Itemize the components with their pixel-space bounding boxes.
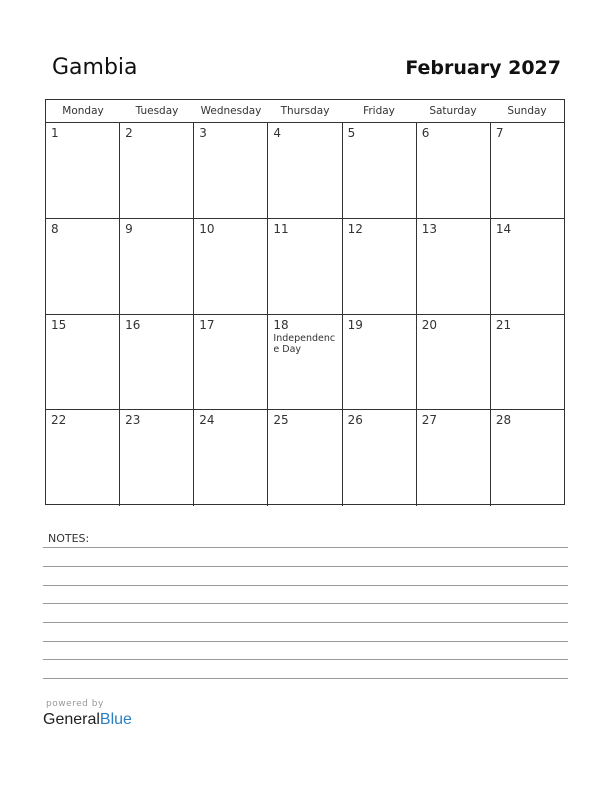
day-number: 1 xyxy=(51,126,59,140)
day-cell xyxy=(491,410,564,506)
day-cell xyxy=(491,123,564,218)
day-number: 6 xyxy=(421,126,430,140)
day-number: 3 xyxy=(199,126,207,140)
month-title: February 2027 xyxy=(405,57,561,79)
day-number: 4 xyxy=(273,126,282,140)
generalblue-logo[interactable] xyxy=(43,711,132,729)
day-number: 11 xyxy=(273,221,289,236)
day-cell xyxy=(417,219,491,314)
day-cell xyxy=(343,123,417,218)
powered-by-text: powered by xyxy=(46,699,104,709)
day-cell xyxy=(46,219,120,314)
day-number: 21 xyxy=(495,317,512,332)
day-cell xyxy=(194,123,268,218)
country-title: Gambia xyxy=(52,55,138,80)
weekday-sunday: Sunday xyxy=(507,105,547,117)
day-number: 24 xyxy=(199,413,215,428)
day-cell xyxy=(343,315,417,410)
brand-blue-text: Blue xyxy=(99,711,132,728)
day-number: 12 xyxy=(347,221,363,236)
day-number: 10 xyxy=(199,221,215,236)
day-cell xyxy=(120,219,194,314)
day-cell xyxy=(343,219,417,314)
day-number: 7 xyxy=(495,126,504,140)
week-row-2 xyxy=(46,219,564,315)
weekday-wednesday: Wednesday xyxy=(200,105,262,117)
note-line xyxy=(43,603,568,604)
day-number: 14 xyxy=(495,221,512,236)
day-cell xyxy=(417,315,491,410)
weekday-saturday: Saturday xyxy=(429,105,477,117)
note-line xyxy=(43,585,568,586)
weekday-friday: Friday xyxy=(363,105,395,117)
day-number: 16 xyxy=(125,317,141,332)
week-row-3 xyxy=(46,315,564,411)
note-line xyxy=(43,547,568,548)
day-cell xyxy=(194,410,268,506)
week-row-4 xyxy=(46,410,564,506)
week-row-1 xyxy=(46,123,564,219)
day-cell xyxy=(268,123,342,218)
day-cell xyxy=(120,410,194,506)
brand-general-text: General xyxy=(43,711,100,728)
note-line xyxy=(43,566,568,567)
note-line xyxy=(43,659,568,660)
day-number: 20 xyxy=(421,317,437,332)
holiday-label: Independence Day xyxy=(273,332,336,355)
note-line xyxy=(43,641,568,642)
day-number: 13 xyxy=(421,221,437,236)
day-number: 18 xyxy=(273,317,289,332)
day-cell xyxy=(417,123,491,218)
day-number: 27 xyxy=(421,413,437,428)
day-cell xyxy=(268,219,342,314)
day-number: 8 xyxy=(51,221,59,236)
note-line xyxy=(43,678,568,679)
day-number: 28 xyxy=(495,413,512,428)
day-cell xyxy=(120,123,194,218)
day-cell xyxy=(46,410,120,506)
day-number: 15 xyxy=(51,317,67,332)
day-cell xyxy=(268,410,342,506)
day-number: 26 xyxy=(347,413,363,428)
day-cell xyxy=(417,410,491,506)
day-number: 19 xyxy=(347,317,363,332)
notes-label: NOTES: xyxy=(48,532,90,545)
calendar-grid xyxy=(45,99,565,505)
note-line xyxy=(43,622,568,623)
day-number: 25 xyxy=(273,413,289,428)
day-number: 2 xyxy=(125,126,133,140)
day-number: 22 xyxy=(51,413,67,428)
day-cell xyxy=(491,315,564,410)
weekday-header-row xyxy=(46,100,564,123)
day-cell xyxy=(343,410,417,506)
day-number: 9 xyxy=(125,221,133,236)
weekday-monday: Monday xyxy=(62,105,104,117)
day-cell xyxy=(120,315,194,410)
day-number: 5 xyxy=(347,126,356,140)
weekday-tuesday: Tuesday xyxy=(135,105,179,117)
day-number: 23 xyxy=(125,413,141,428)
weekday-thursday: Thursday xyxy=(280,105,330,117)
day-cell xyxy=(194,315,268,410)
day-cell xyxy=(46,315,120,410)
day-cell xyxy=(194,219,268,314)
day-cell xyxy=(46,123,120,218)
day-number: 17 xyxy=(199,317,215,332)
day-cell xyxy=(491,219,564,314)
day-cell xyxy=(268,315,342,410)
